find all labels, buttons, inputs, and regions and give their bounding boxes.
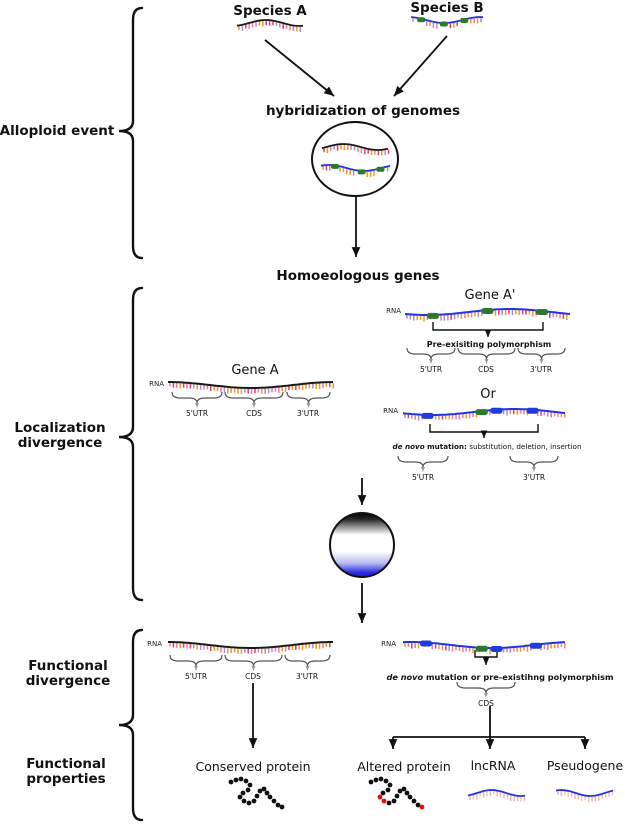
species-a-label: Species A — [233, 3, 307, 19]
selection-gradient-circle — [330, 513, 394, 577]
arrow-species-b — [394, 36, 447, 96]
or-annotation-rest: substitution, deletion, insertion — [466, 442, 582, 451]
section-label-functional-properties: Functional properties — [26, 756, 106, 787]
homoeologous-genes-label: Homoeologous genes — [276, 268, 440, 284]
functional-left-region-5utr: 5'UTR — [184, 672, 208, 681]
gene-a-prime-rna-label: RNA — [386, 307, 401, 315]
strand-pseudogene — [556, 785, 614, 809]
gene-a-prime-region-5utr: 5'UTR — [419, 365, 443, 374]
or-annotation-denovo: de novo — [392, 442, 425, 451]
or-rna-label: RNA — [383, 407, 398, 415]
gene-a-prime-annotation: Pre-exisiting polymorphism — [426, 340, 552, 349]
strand-or — [403, 404, 567, 428]
strand-gene-a — [168, 377, 335, 401]
gene-a-region-cds: CDS — [246, 409, 262, 418]
protein-conserved — [227, 776, 287, 812]
strand-functional-right — [403, 637, 567, 661]
region-underbrace — [510, 456, 558, 467]
or-title: Or — [480, 387, 496, 402]
section-label-functional-divergence: Functional divergence — [25, 658, 111, 689]
region-underbrace — [457, 682, 515, 693]
functional-left-region-3utr: 3'UTR — [295, 672, 319, 681]
conserved-protein-label: Conserved protein — [195, 759, 311, 774]
region-underbrace — [398, 456, 448, 467]
or-region-3utr: 3'UTR — [522, 473, 546, 482]
or-annotation-mutation: mutation: — [424, 442, 467, 451]
protein-altered — [367, 776, 427, 812]
functional-left-region-cds: CDS — [245, 672, 261, 681]
gene-a-prime-title: Gene A' — [464, 288, 516, 303]
gene-a-region-5utr: 5'UTR — [185, 409, 209, 418]
branch-lines — [393, 706, 585, 737]
functional-right-rna-label: RNA — [381, 640, 396, 648]
region-underbrace — [518, 348, 565, 359]
alloploid-brace — [119, 8, 142, 258]
region-underbrace — [458, 348, 515, 359]
gene-a-prime-region-3utr: 3'UTR — [529, 365, 553, 374]
gene-a-region-3utr: 3'UTR — [296, 409, 320, 418]
gene-a-prime-region-cds: CDS — [478, 365, 494, 374]
functional-right-annotation-rest: mutation or pre-existihng polymorphism — [423, 672, 614, 682]
strand-gene-a-prime — [405, 304, 570, 328]
lncrna-label: lncRNA — [470, 758, 516, 773]
strand-functional-left — [168, 637, 334, 661]
hybridization-label: hybridization of genomes — [265, 103, 461, 119]
section-label-alloploid: Alloploid event — [0, 123, 115, 139]
strand-species-a — [237, 15, 304, 39]
arrow-species-a — [265, 40, 334, 96]
region-underbrace — [407, 348, 455, 359]
section-label-localization: Localization divergence — [14, 420, 106, 451]
functional-right-annotation — [386, 672, 613, 682]
pseudogene-label: Pseudogene — [546, 758, 624, 773]
species-b-label: Species B — [410, 0, 484, 16]
strand-lncrna — [468, 785, 526, 809]
functional-left-rna-label: RNA — [147, 640, 162, 648]
or-annotation — [392, 442, 581, 451]
or-region-5utr: 5'UTR — [411, 473, 435, 482]
gene-a-title: Gene A — [231, 363, 279, 378]
functional-right-annotation-denovo: de novo — [386, 672, 424, 682]
localization-brace — [119, 288, 142, 600]
functional-right-region-cds: CDS — [478, 699, 494, 708]
strand-species-b — [411, 12, 484, 36]
strand-hybrid-bottom — [321, 160, 391, 184]
gene-a-rna-label: RNA — [149, 380, 164, 388]
altered-protein-label: Altered protein — [357, 759, 451, 774]
functional-brace — [119, 630, 142, 820]
